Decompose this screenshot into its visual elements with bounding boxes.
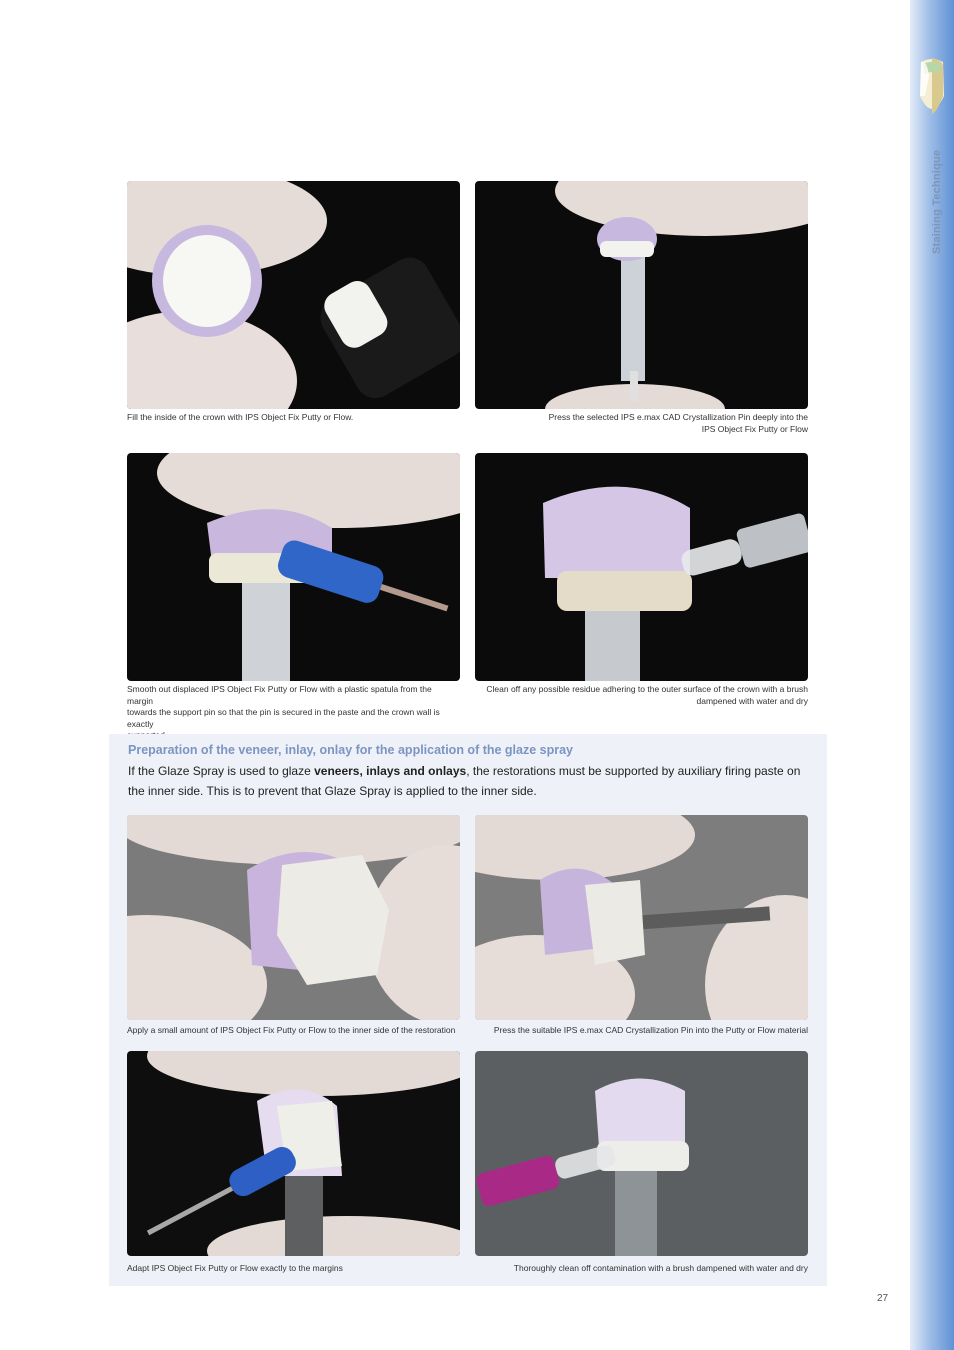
photo-adapt-margins — [127, 1051, 460, 1256]
caption-3: Smooth out displaced IPS Object Fix Putty or Flow with a plastic spatula from the margin towards the support pin so that the pin is secured in the paste and the crown wall is exactly — [127, 684, 440, 729]
caption-2: Press the selected IPS e.max CAD Crystallization Pin deeply into the IPS Object Fix Putty or Flow — [548, 412, 808, 434]
caption-1: Fill the inside of the crown with IPS Object Fix Putty or Flow. — [127, 412, 354, 422]
photo-press-crystallization-pin — [475, 815, 808, 1020]
section-heading: Preparation of the veneer, inlay, onlay for the application of the glaze spray — [128, 743, 574, 757]
tooth-icon — [917, 56, 947, 122]
caption-8: Thoroughly clean off contamination with a brush dampened with water and dry — [513, 1263, 808, 1273]
caption-6: Press the suitable IPS e.max CAD Crystallization Pin into the Putty or Flow material — [493, 1025, 808, 1035]
photo-smooth-spatula — [127, 453, 460, 681]
photo-apply-putty — [127, 815, 460, 1020]
caption-7: Adapt IPS Object Fix Putty or Flow exactly to the margins — [127, 1263, 343, 1273]
photo-brush-clean — [475, 453, 808, 681]
caption-5: Apply a small amount of IPS Object Fix Putty or Flow to the inner side of the restoration — [127, 1025, 456, 1035]
photo-clean-contamination — [475, 1051, 808, 1256]
page-number: 27 — [877, 1293, 889, 1304]
photo-fill-crown — [127, 181, 460, 409]
photo-press-pin — [475, 181, 808, 409]
caption-4: Clean off any possible residue adhering to the outer surface of the crown with a brush dampened with water and dry — [486, 684, 808, 706]
section-body: If the Glaze Spray is used to glaze veneers, inlays and onlays, the restorations must be supported by auxiliary firing paste on the inner side. This is to prevent that Glaze Spray is applied to the inner side. — [128, 764, 801, 798]
